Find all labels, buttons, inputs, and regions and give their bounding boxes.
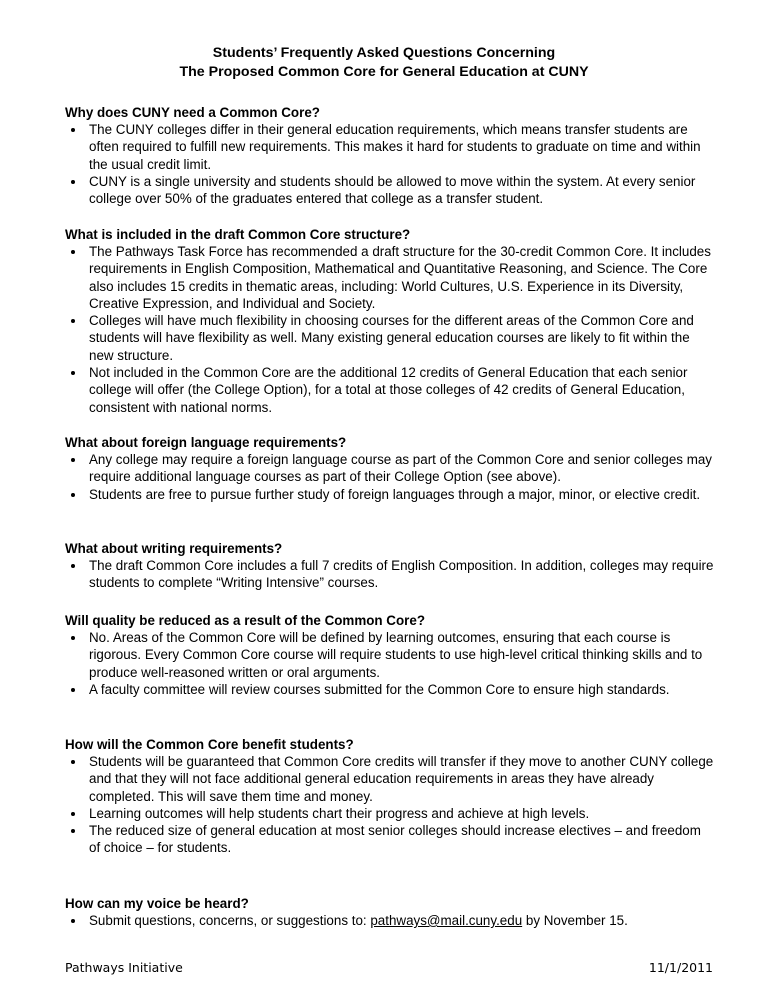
- footer-left-text: Pathways Initiative: [65, 960, 183, 975]
- faq-section-quality: [65, 612, 715, 698]
- faq-bullet: Students are free to pursue further study of foreign languages through a major, minor, or elective credit.: [65, 486, 715, 503]
- bullet-text-suffix: by November 15.: [522, 913, 628, 928]
- faq-section-writing: [65, 540, 715, 592]
- faq-bullet: Colleges will have much flexibility in choosing courses for the different areas of the Common Core and students will have flexibility as well. Many existing general education courses are likely to fit within the new structure.: [65, 312, 715, 364]
- faq-bullet: No. Areas of the Common Core will be defined by learning outcomes, ensuring that each course is rigorous. Every Common Core course will require students to use high-level critical thinking skills and to produce well-reasoned written or oral arguments.: [65, 629, 715, 681]
- faq-bullet: [65, 912, 715, 929]
- faq-bullet: The Pathways Task Force has recommended a draft structure for the 30-credit Common Core. It includes requirements in English Composition, Mathematical and Quantitative Reasoning, and Science. The Core also includes 15 credits in thematic areas, including: World Cultures, U.S. Experience in its Diversity, Creative Expression, and Individual and Society.: [65, 243, 715, 312]
- faq-bullet: Learning outcomes will help students chart their progress and achieve at high levels.: [65, 805, 715, 822]
- faq-bullet: CUNY is a single university and students should be allowed to move within the system. At every senior college over 50% of the graduates entered that college as a transfer student.: [65, 173, 715, 208]
- faq-question: What about writing requirements?: [65, 541, 283, 556]
- faq-bullet: Students will be guaranteed that Common Core credits will transfer if they move to another CUNY college and that they will not face additional general education requirements in areas they have already completed. This will save them time and money.: [65, 753, 715, 805]
- faq-bullet: The CUNY colleges differ in their general education requirements, which means transfer students are often required to fulfill new requirements. This makes it hard for students to graduate on time and within the usual credit limit.: [65, 121, 715, 173]
- faq-question: Why does CUNY need a Common Core?: [65, 105, 320, 120]
- faq-question: What about foreign language requirements?: [65, 435, 347, 450]
- email-link[interactable]: pathways@mail.cuny.edu: [370, 913, 523, 928]
- faq-section-foreign-language: [65, 434, 715, 503]
- faq-question: How can my voice be heard?: [65, 896, 249, 911]
- bullet-text-prefix: Submit questions, concerns, or suggestions to:: [89, 913, 371, 928]
- faq-question: Will quality be reduced as a result of the Common Core?: [65, 613, 425, 628]
- faq-bullet: Any college may require a foreign language course as part of the Common Core and senior colleges may require additional language courses as part of their College Option (see above).: [65, 451, 715, 486]
- faq-section-benefits: [65, 736, 715, 857]
- footer-date: 11/1/2011: [648, 960, 713, 975]
- document-title-line2: The Proposed Common Core for General Education at CUNY: [179, 64, 589, 80]
- faq-section-why: [65, 104, 715, 207]
- faq-question: How will the Common Core benefit students?: [65, 737, 354, 752]
- faq-section-voice: [65, 895, 715, 929]
- faq-question: What is included in the draft Common Core structure?: [65, 227, 411, 242]
- document-title-line1: Students’ Frequently Asked Questions Concerning: [212, 45, 556, 61]
- faq-bullet: The draft Common Core includes a full 7 credits of English Composition. In addition, colleges may require students to complete “Writing Intensive” courses.: [65, 557, 715, 592]
- faq-bullet: Not included in the Common Core are the additional 12 credits of General Education that each senior college will offer (the College Option), for a total at those colleges of 42 credits of General Education, consistent with national norms.: [65, 364, 715, 416]
- faq-section-structure: [65, 226, 715, 416]
- faq-bullet: A faculty committee will review courses submitted for the Common Core to ensure high standards.: [65, 681, 715, 698]
- faq-bullet: The reduced size of general education at most senior colleges should increase electives – and freedom of choice – for students.: [65, 822, 715, 857]
